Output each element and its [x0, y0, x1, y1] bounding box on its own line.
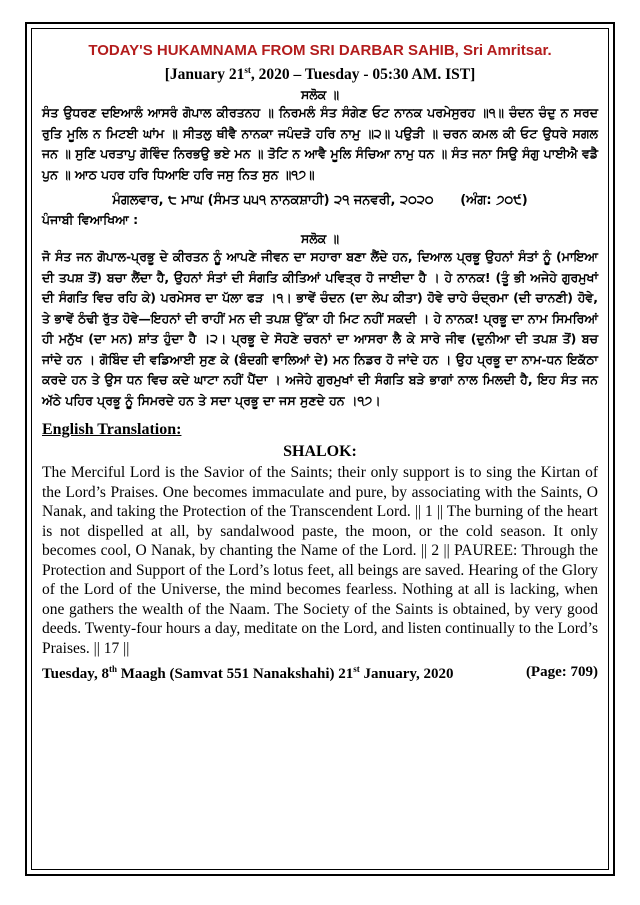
punjabi-text: ਜੋ ਸੰਤ ਜਨ ਗੋਪਾਲ-ਪ੍ਰਭੂ ਦੇ ਕੀਰਤਨ ਨੂੰ ਆਪਣੇ ਜੀਵਨ ਦਾ ਸਹਾਰਾ ਬਣਾ ਲੈਂਦੇ ਹਨ, ਦਿਆਲ ਪ੍ਰਭੂ ਉਹਨਾਂ ਸੰਤਾਂ ਨੂੰ (ਮਾਇਆ ਦੀ ਤਪਸ਼ ਤੋਂ) ਬਚਾ ਲੈਂਦਾ ਹੈ, ਉਹਨਾਂ ਸੰਤਾਂ ਦੀ ਸੰਗਤਿ ਕੀਤਿਆਂ ਪਵਿਤ੍ਰ ਹੋ ਜਾਈਦਾ ਹੈ । ਹੇ ਨਾਨਕ! (ਤੂੰ ਭੀ ਅਜੇਹੇ ਗੁਰਮੁਖਾਂ ਦੀ ਸੰਗਤਿ ਵਿਚ ਰਹਿ ਕੇ) ਪਰਮੇਸਰ ਦਾ ਪੱਲਾ ਫੜ ।੧। ਭਾਵੇਂ ਚੰਦਨ (ਦਾ ਲੇਪ ਕੀਤਾ) ਹੋਵੇ ਚਾਹੇ ਚੰਦ੍ਰਮਾ (ਦੀ ਚਾਨਣੀ) ਹੋਵੇ, ਤੇ ਭਾਵੇਂ ਠੰਢੀ ਰੁੱਤ ਹੋਵੇ—ਇਹਨਾਂ ਦੀ ਰਾਹੀਂ ਮਨ ਦੀ ਤਪਸ਼ ਉੱਕਾ ਹੀ ਮਿਟ ਨਹੀਂ ਸਕਦੀ । ਹੇ ਨਾਨਕ! ਪ੍ਰਭੂ ਦਾ ਨਾਮ ਸਿਮਰਿਆਂ ਹੀ ਮਨੁੱਖ (ਦਾ ਮਨ) ਸ਼ਾਂਤ ਹੁੰਦਾ ਹੈ ।੨। ਪ੍ਰਭੂ ਦੇ ਸੋਹਣੇ ਚਰਨਾਂ ਦਾ ਆਸਰਾ ਲੈ ਕੇ ਸਾਰੇ ਜੀਵ (ਦੁਨੀਆ ਦੀ ਤਪਸ਼ ਤੋਂ) ਬਚ ਜਾਂਦੇ ਹਨ । ਗੋਬਿੰਦ ਦੀ ਵਡਿਆਈ ਸੁਣ ਕੇ (ਬੰਦਗੀ ਵਾਲਿਆਂ ਦੇ) ਮਨ ਨਿਡਰ ਹੋ ਜਾਂਦੇ ਹਨ । ਉਹ ਪ੍ਰਭੂ ਦਾ ਨਾਮ-ਧਨ ਇਕੱਠਾ ਕਰਦੇ ਹਨ ਤੇ ਉਸ ਧਨ ਵਿਚ ਕਦੇ ਘਾਟਾ ਨਹੀਂ ਪੈਂਦਾ । ਅਜੇਹੇ ਗੁਰਮੁਖਾਂ ਦੀ ਸੰਗਤਿ ਬੜੇ ਭਾਗਾਂ ਨਾਲ ਮਿਲਦੀ ਹੈ, ਇਹ ਸੰਤ ਜਨ ਅੱਠੇ ਪਹਿਰ ਪ੍ਰਭੂ ਨੂੰ ਸਿਮਰਦੇ ਹਨ ਤੇ ਸਦਾ ਪ੍ਰਭੂ ਦਾ ਜਸ ਸੁਣਦੇ ਹਨ ।੧੭।	[42, 249, 598, 408]
header-date	[42, 60, 598, 85]
punjabi-heading: ਸਲੋਕ ॥	[300, 231, 340, 247]
header-date-main: [January 21	[164, 66, 245, 84]
punjabi-label: ਪੰਜਾਬੀ ਵਿਆਖਿਆ :	[42, 212, 139, 228]
footer-page-ref: (Page: 709)	[525, 664, 598, 681]
footer-date	[42, 664, 598, 683]
english-heading: SHALOK:	[283, 443, 357, 461]
footer-date-sup1: th	[108, 664, 117, 675]
footer-date-sup2: st	[353, 664, 360, 675]
gurmukhi-date	[42, 193, 598, 208]
footer-date-part1: Tuesday, 8	[42, 666, 109, 683]
footer-date-part3: January, 2020	[359, 666, 454, 683]
header-date-rest: , 2020 – Tuesday - 05:30 AM. IST]	[250, 66, 476, 84]
gurbani-text: ਸੰਤ ਉਧਰਣ ਦਇਆਲੰ ਆਸਰੰ ਗੋਪਾਲ ਕੀਰਤਨਹ ॥ ਨਿਰਮਲੰ ਸੰਤ ਸੰਗੇਣ ਓਟ ਨਾਨਕ ਪਰਮੇਸੁਰਹ ॥੧॥ ਚੰਦਨ ਚੰਦੁ ਨ ਸਰਦ ਰੁਤਿ ਮੂਲਿ ਨ ਮਿਟਈ ਘਾਂਮ ॥ ਸੀਤਲੁ ਥੀਵੈ ਨਾਨਕਾ ਜਪੰਦੜੋ ਹਰਿ ਨਾਮੁ ॥੨॥ ਪਉੜੀ ॥ ਚਰਨ ਕਮਲ ਕੀ ਓਟ ਉਧਰੇ ਸਗਲ ਜਨ ॥ ਸੁਣਿ ਪਰਤਾਪੁ ਗੋਵਿੰਦ ਨਿਰਭਉ ਭਏ ਮਨ ॥ ਤੋਟਿ ਨ ਆਵੈ ਮੂਲਿ ਸੰਚਿਆ ਨਾਮੁ ਧਨ ॥ ਸੰਤ ਜਨਾ ਸਿਉ ਸੰਗੁ ਪਾਈਐ ਵਡੈ ਪੁਨ ॥ ਆਠ ਪਹਰ ਹਰਿ ਧਿਆਇ ਹਰਿ ਜਸੁ ਨਿਤ ਸੁਨ ॥੧੭॥	[42, 105, 598, 182]
english-text: The Merciful Lord is the Savior of the Saints; their only support is to sing the Kirtan of the Lord’s Praises. One becomes immaculate and pure, by associating with the Saints, O Nanak, and taking the Protection of the Transcendent Lord. || 1 || The burning of the heart is not dispelled at all, by sandalwood paste, the moon, or the cold season. It only becomes cool, O Nanak, by chanting the Name of the Lord. || 2 || PAUREE: Through the Protection and Support of the Lord’s lotus feet, all beings are saved. Hearing of the Glory of the Lord of the Universe, the mind becomes fearless. Nothing at all is lacking, when one gathers the wealth of the Naam. The Society of the Saints is obtained, by very good deeds. Twenty-four hours a day, meditate on the Lord, and listen continually to the Lord’s Praises. || 17 ||	[42, 464, 598, 657]
gurmukhi-page-ref: (ਅੰਗ: ੭੦੯)	[460, 193, 528, 209]
gurbani-heading: ਸਲੋਕ ॥	[300, 87, 340, 103]
header-date-sup: st	[244, 65, 251, 75]
footer-date-part2: Maagh (Samvat 551 Nanakshahi) 21	[117, 666, 354, 683]
english-label: English Translation:	[42, 421, 182, 439]
page-border	[25, 22, 615, 876]
page-title: TODAY'S HUKAMNAMA FROM SRI DARBAR SAHIB, Sri Amritsar.	[88, 42, 552, 59]
content-area	[31, 28, 609, 870]
gurmukhi-date-text: ਮੰਗਲਵਾਰ, ੮ ਮਾਘ (ਸੰਮਤ ੫੫੧ ਨਾਨਕਸ਼ਾਹੀ) ੨੧ ਜਨਵਰੀ, ੨੦੨੦	[112, 193, 434, 209]
footer-date-text	[42, 664, 454, 683]
